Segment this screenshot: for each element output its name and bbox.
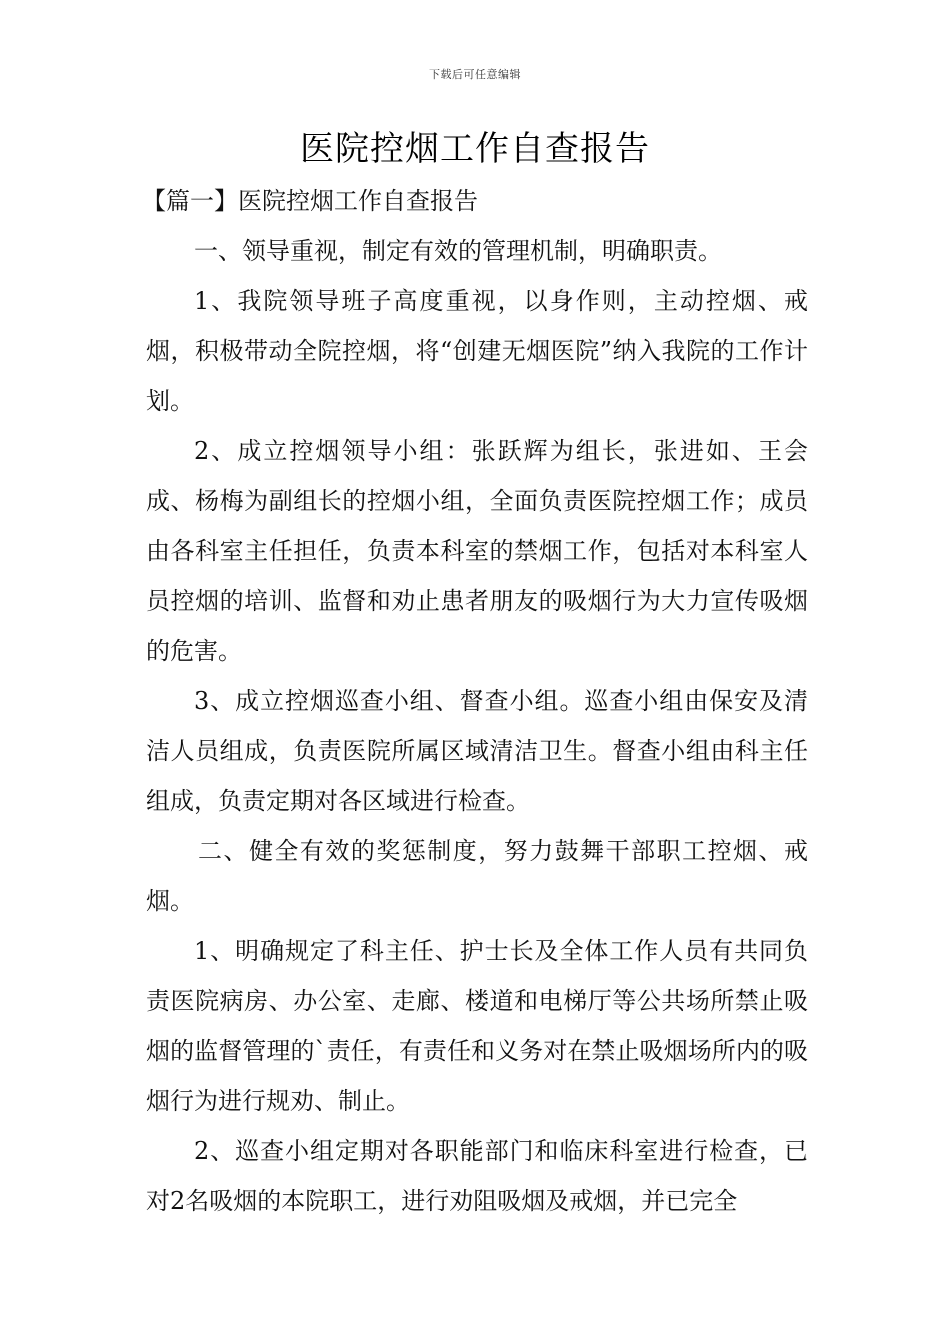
paragraph-7: 2、巡查小组定期对各职能部门和临床科室进行检查，已对2名吸烟的本院职工，进行劝阻吸烟及戒烟，并已完全: [146, 1137, 808, 1215]
paragraph-6: 1、明确规定了科主任、护士长及全体工作人员有共同负责医院病房、办公室、走廊、楼道和电梯厅等公共场所禁止吸烟的监督管理的`责任，有责任和义务对在禁止吸烟场所内的吸烟行为进行规劝、制止。: [146, 937, 808, 1115]
document-body: [142, 176, 808, 1226]
paragraph-5: 二、健全有效的奖惩制度，努力鼓舞干部职工控烟、戒烟。: [146, 837, 808, 915]
document-title: 医院控烟工作自查报告: [300, 129, 650, 169]
paragraph-1: 一、领导重视，制定有效的管理机制，明确职责。: [194, 237, 722, 265]
header-note: 下载后可任意编辑: [429, 68, 521, 81]
paragraph-4: 3、成立控烟巡查小组、督查小组。巡查小组由保安及清洁人员组成，负责医院所属区域清洁卫生。督查小组由科主任组成，负责定期对各区域进行检查。: [146, 687, 808, 815]
paragraph-3: 2、成立控烟领导小组：张跃辉为组长，张进如、王会成、杨梅为副组长的控烟小组，全面负责医院控烟工作；成员由各科室主任担任，负责本科室的禁烟工作，包括对本科室人员控烟的培训、监督和劝止患者朋友的吸烟行为大力宣传吸烟的危害。: [146, 437, 808, 665]
paragraph-2: 1、我院领导班子高度重视，以身作则，主动控烟、戒烟，积极带动全院控烟，将“创建无烟医院”纳入我院的工作计划。: [146, 287, 808, 415]
section-heading: 【篇一】医院控烟工作自查报告: [142, 187, 478, 215]
